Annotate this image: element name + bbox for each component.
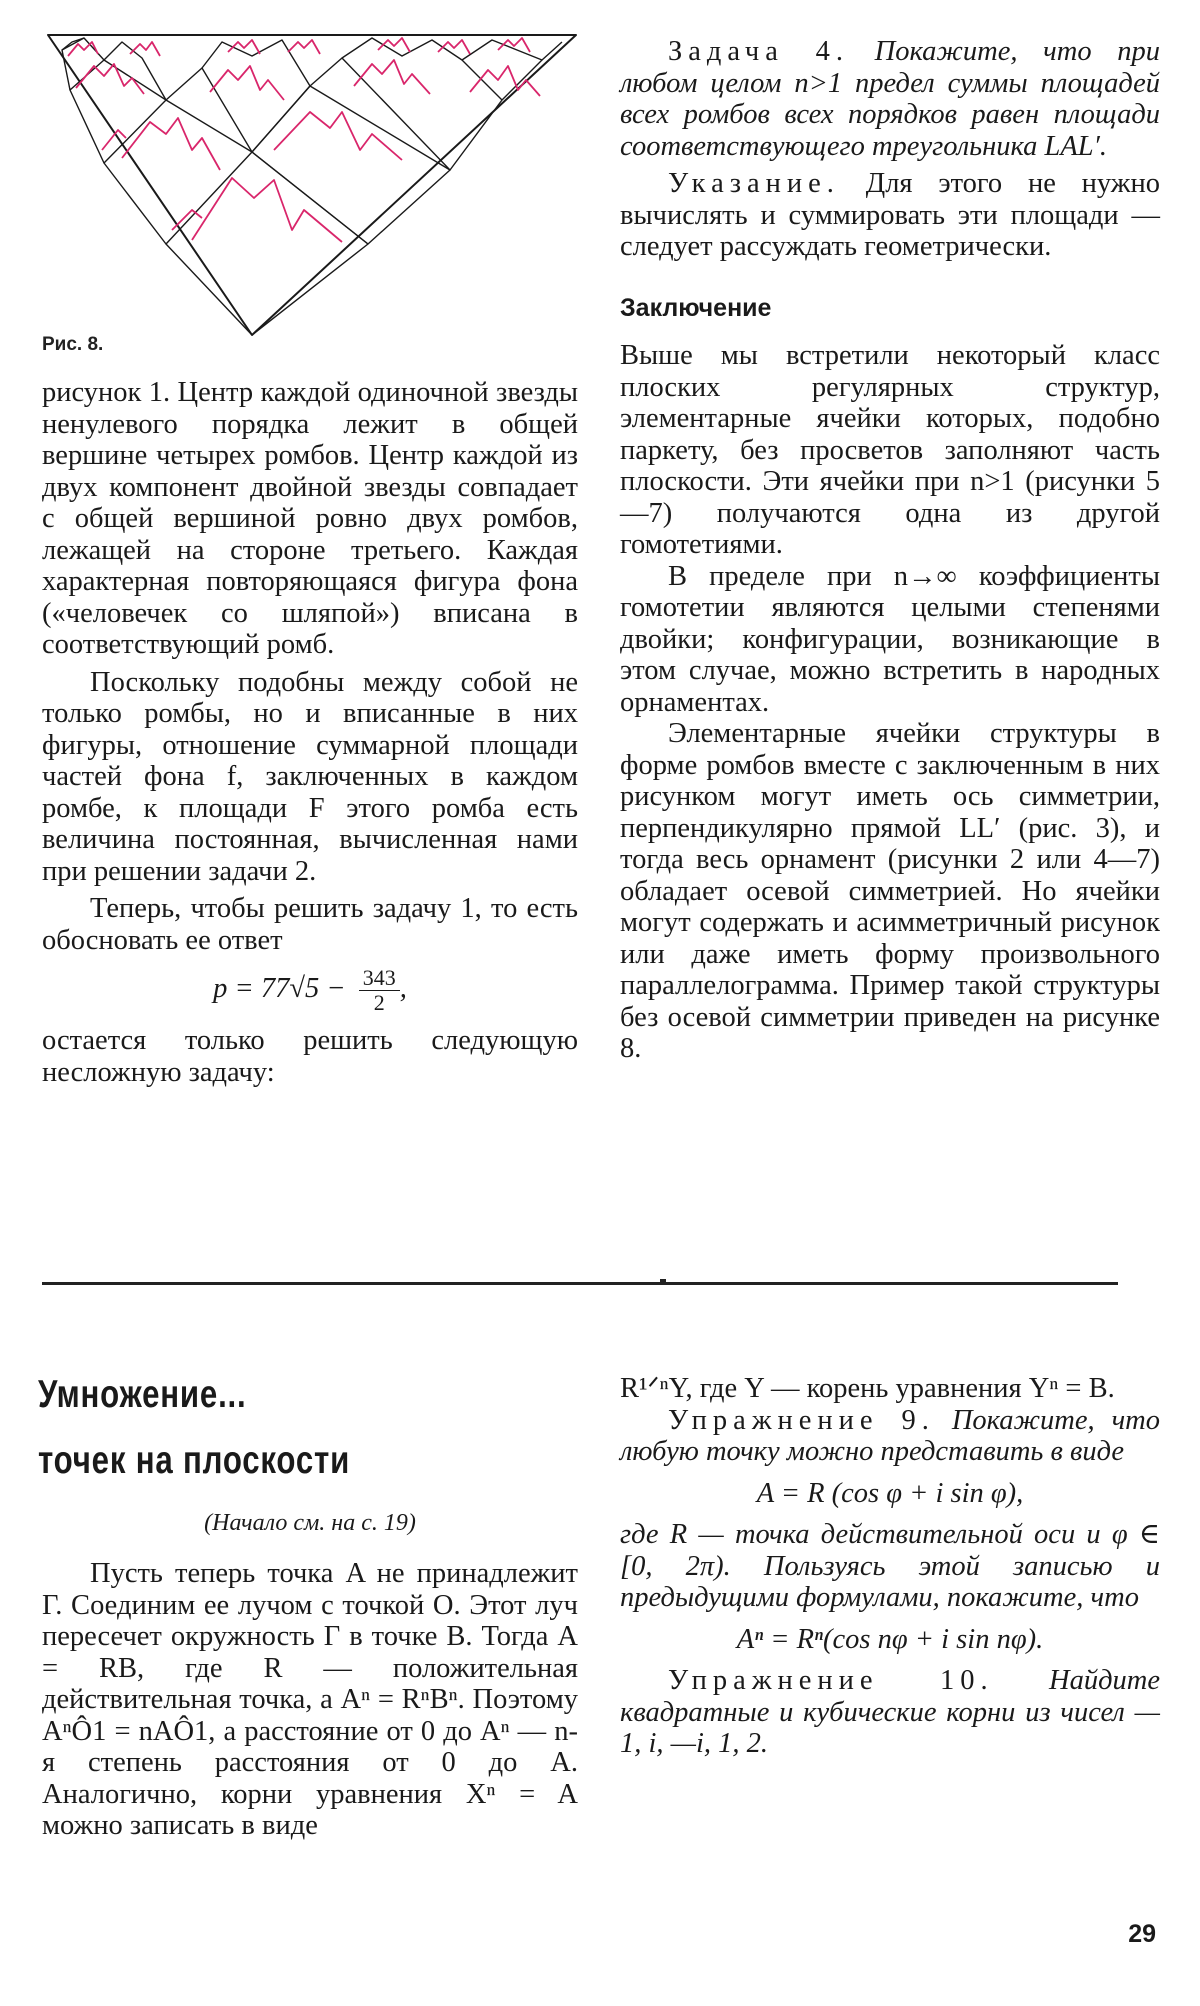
task-label: Задача 4. [668,36,849,67]
right-column-bottom [620,1373,1160,1760]
exercise-9-text: Покажите, что любую точку можно представить в виде [620,1404,1161,1467]
continued-note: (Начало см. на с. 19) [204,1510,416,1536]
task-4 [620,36,1160,162]
paragraph: Элементарные ячейки структуры в форме ромбов вместе с заключенным в них рисунком могут иметь ось симметрии, перпендикулярно прямой LL′ (рис. 3), и тогда весь орнамент (рисунки 2 или 4—7) обладает осевой симметрией. Но ячейки могут содержать и асимметричный рисунок или даже иметь форму произвольного параллелограмма. Пример такой структуры без осевой симметрии приведен на рисунке 8. [620,718,1160,1064]
paragraph: остается только решить следующую несложную задачу: [42,1025,578,1088]
rhombus-mid-right-outline [252,86,450,244]
formula-p [42,966,578,1015]
paragraph: Выше мы встретили некоторый класс плоских регулярных структур, элементарные ячейки которых, подобно паркету, без просветов заполняют часть плоскости. Эти ячейки при n>1 (рисунки 5—7) получаются одна из другой гомотетиями. [620,340,1160,560]
paragraph: R¹ᐟⁿY, где Y — корень уравнения Yⁿ = B. [620,1373,1115,1404]
task-text: Покажите, что при любом целом n>1 предел суммы площадей всех ромбов всех порядков равен площади соответствующего треугольника LAL′. [620,36,1161,162]
rhombus-large-outline [166,152,368,335]
figure-8-fractal-triangle [42,30,582,340]
title-line-1: Умножение... [38,1373,247,1416]
formula-fraction [359,966,400,1015]
title-line-2: точек на плоскости [38,1439,351,1482]
formula-tail: , [399,973,407,1005]
article-title [38,1362,486,1494]
hint-label: Указание. [668,168,840,199]
rhombus-mid-left-outline [104,100,252,244]
formula-polar: A = R (cos φ + i sin φ), [756,1477,1024,1509]
paragraph: рисунок 1. Центр каждой одиночной звезды ненулевого порядка лежит в общей вершине четырех ромбов. Центр каждой из двух компонент двойной звезды совпадает с общей вершиной ровно двух ромбов, лежащей на стороне третьего. Каждая характерная повторяющаяся фигура фона («человечек со шляпой») вписана в соответствующий ромб. [42,377,578,660]
figure-human-left [122,118,220,170]
left-column-top [42,377,578,1088]
fraction-denominator: 2 [373,990,385,1015]
left-column-bottom [42,1558,578,1842]
exercise-10-label: Упражнение 10. [668,1665,994,1696]
fraction-numerator: 343 [359,966,400,991]
paragraph: Пусть теперь точка A не принадлежит Г. Соединим ее лучом с точкой O. Этот луч пересечет окружность Г в точке B. Тогда A = RB, где R — положительная действительная точка, а Aⁿ = RⁿBⁿ. Поэтому AⁿÔ1 = nAÔ1, а расстояние от 0 до Aⁿ — n-я степень расстояния от 0 до A. Аналогично, корни уравнения Xⁿ = A можно записать в виде [42,1558,578,1841]
exercise-10 [620,1665,1160,1760]
paragraph: В пределе при n→∞ коэффициенты гомотетии являются целыми степенями двойки; конфигурации, возникающие в этом случае, можно встретить в народных орнаментах. [620,560,1160,718]
formula-de-moivre: Aⁿ = Rⁿ(cos nφ + i sin nφ). [736,1623,1044,1655]
rhombus-small-row [70,58,542,170]
exercise-9-label: Упражнение 9. [668,1404,935,1436]
hint-text: Для этого не нужно вычислять и суммировать эти площади — следует рассуждать геометрически. [620,168,1160,262]
exercise-9 [620,1405,1160,1468]
section-divider [42,1282,1118,1285]
paragraph: Поскольку подобны между собой не только ромбы, но и вписанные в них фигуры, отношение суммарной площади частей фона f, заключенных в каждом ромбе, к площади F этого ромба есть величина постоянная, вычисленная нами при решении задачи 2. [42,666,578,887]
figure-caption: Рис. 8. [42,334,104,355]
exercise-10-text: Найдите квадратные и кубические корни из чисел —1, i, —i, 1, 2. [620,1665,1160,1759]
section-title: Заключение [620,293,772,322]
figure-human-right [274,112,402,160]
paragraph: Теперь, чтобы решить задачу 1, то есть обосновать ее ответ [42,893,578,956]
formula-main: p = 77√5 − [213,973,346,1005]
right-column-top [620,36,1160,1065]
hint [620,168,1160,263]
page-number: 29 [1128,1920,1156,1948]
exercise-9-continuation: где R — точка действительной оси и φ ∈ [0, 2π). Пользуясь этой записью и предыдущими формулами, покажите, что [620,1519,1160,1613]
figure-human-large [192,178,342,242]
